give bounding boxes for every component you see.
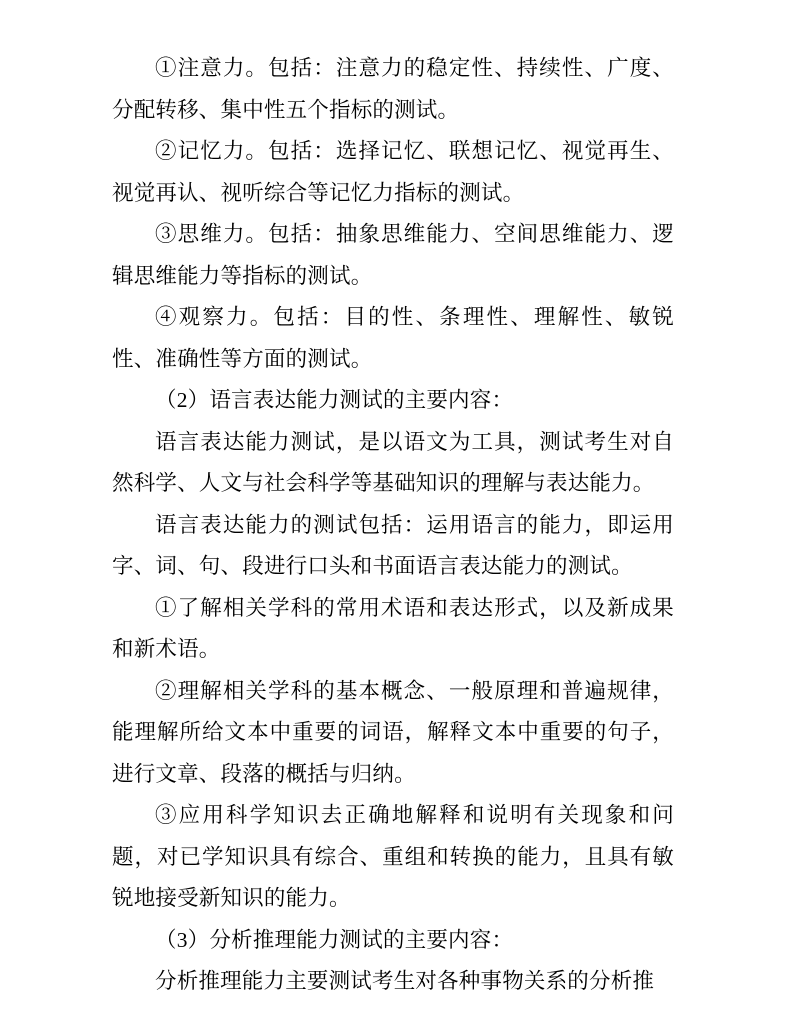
paragraph: ②理解相关学科的基本概念、一般原理和普遍规律，能理解所给文本中重要的词语，解释文本中重要的句子，进行文章、段落的概括与归纳。 bbox=[112, 678, 674, 786]
paragraph: ②记忆力。包括：选择记忆、联想记忆、视觉再生、视觉再认、视听综合等记忆力指标的测试。 bbox=[112, 139, 674, 205]
paragraph: 语言表达能力测试，是以语文为工具，测试考生对自然科学、人文与社会科学等基础知识的理解与表达能力。 bbox=[112, 429, 674, 495]
paragraph: ①注意力。包括：注意力的稳定性、持续性、广度、分配转移、集中性五个指标的测试。 bbox=[112, 56, 674, 122]
paragraph: （3）分析推理能力测试的主要内容： bbox=[155, 927, 514, 952]
paragraph: ④观察力。包括：目的性、条理性、理解性、敏锐性、准确性等方面的测试。 bbox=[112, 305, 674, 371]
paragraph: （2）语言表达能力测试的主要内容： bbox=[155, 388, 514, 412]
paragraph: ③应用科学知识去正确地解释和说明有关现象和问题，对已学知识具有综合、重组和转换的能力，且具有敏锐地接受新知识的能力。 bbox=[112, 803, 674, 910]
paragraph: 语言表达能力的测试包括：运用语言的能力，即运用字、词、句、段进行口头和书面语言表达能力的测试。 bbox=[112, 512, 674, 578]
paragraph: ①了解相关学科的常用术语和表达形式，以及新成果和新术语。 bbox=[112, 595, 674, 661]
paragraph: 分析推理能力主要测试考生对各种事物关系的分析推 bbox=[155, 969, 655, 993]
paragraph: ③思维力。包括：抽象思维能力、空间思维能力、逻辑思维能力等指标的测试。 bbox=[112, 222, 674, 288]
document-body bbox=[112, 48, 674, 1003]
